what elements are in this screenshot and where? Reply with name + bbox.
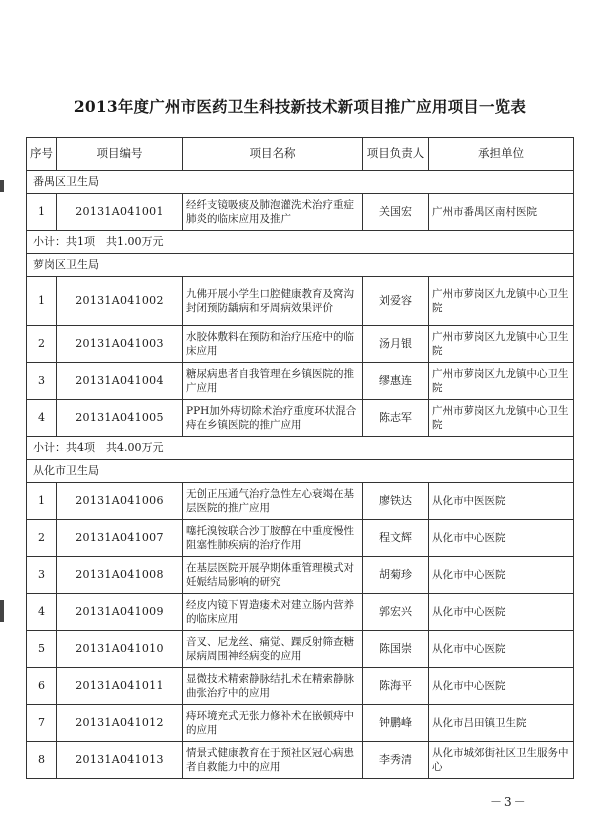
cell-code: 20131A041008 xyxy=(57,557,183,594)
cell-unit: 从化市中心医院 xyxy=(429,668,574,705)
cell-leader: 郭宏兴 xyxy=(363,594,429,631)
cell-code: 20131A041002 xyxy=(57,277,183,326)
section-row xyxy=(27,171,574,194)
cell-leader: 陈志军 xyxy=(363,400,429,437)
cell-code: 20131A041009 xyxy=(57,594,183,631)
cell-leader: 关国宏 xyxy=(363,194,429,231)
cell-leader: 廖铁达 xyxy=(363,483,429,520)
cell-unit: 广州市萝岗区九龙镇中心卫生院 xyxy=(429,400,574,437)
cell-leader: 钟鹏峰 xyxy=(363,705,429,742)
cell-no: 1 xyxy=(27,194,57,231)
cell-no: 7 xyxy=(27,705,57,742)
cell-no: 1 xyxy=(27,277,57,326)
section-title: 番禺区卫生局 xyxy=(27,171,574,194)
scan-edge-mark xyxy=(0,180,4,192)
cell-name: 九佛开展小学生口腔健康教育及窝沟封闭预防龋病和牙周病效果评价 xyxy=(183,277,363,326)
cell-name: 无创正压通气治疗急性左心衰竭在基层医院的推广应用 xyxy=(183,483,363,520)
cell-no: 3 xyxy=(27,363,57,400)
cell-unit: 广州市萝岗区九龙镇中心卫生院 xyxy=(429,326,574,363)
subtotal-text: 小计：共1项 共1.00万元 xyxy=(27,231,574,254)
subtotal-text: 小计：共4项 共4.00万元 xyxy=(27,437,574,460)
cell-name: 音叉、尼龙丝、痛觉、踝反射筛查糖尿病周围神经病变的应用 xyxy=(183,631,363,668)
cell-no: 6 xyxy=(27,668,57,705)
cell-no: 8 xyxy=(27,742,57,779)
cell-unit: 从化市中心医院 xyxy=(429,520,574,557)
table-row xyxy=(27,326,574,363)
cell-no: 4 xyxy=(27,400,57,437)
cell-code: 20131A041005 xyxy=(57,400,183,437)
cell-unit: 从化市中医医院 xyxy=(429,483,574,520)
cell-name: 经皮内镜下胃造瘘术对建立肠内营养的临床应用 xyxy=(183,594,363,631)
cell-code: 20131A041004 xyxy=(57,363,183,400)
cell-code: 20131A041013 xyxy=(57,742,183,779)
cell-name: 情景式健康教育在于预社区冠心病患者自救能力中的应用 xyxy=(183,742,363,779)
cell-name: 显微技术精索静脉结扎术在精索静脉曲张治疗中的应用 xyxy=(183,668,363,705)
cell-unit: 广州市番禺区南村医院 xyxy=(429,194,574,231)
cell-no: 5 xyxy=(27,631,57,668)
cell-code: 20131A041007 xyxy=(57,520,183,557)
cell-unit: 从化市中心医院 xyxy=(429,631,574,668)
table-row xyxy=(27,520,574,557)
cell-name: 水胶体敷料在预防和治疗压疮中的临床应用 xyxy=(183,326,363,363)
cell-code: 20131A041012 xyxy=(57,705,183,742)
page-number: －3－ xyxy=(490,795,528,809)
cell-name: 经纤支镜吸痰及肺泡灌洗术治疗重症肺炎的临床应用及推广 xyxy=(183,194,363,231)
scan-edge-mark xyxy=(0,600,4,622)
subtotal-row xyxy=(27,231,574,254)
table-header-row xyxy=(27,138,574,171)
cell-unit: 广州市萝岗区九龙镇中心卫生院 xyxy=(429,277,574,326)
table-row xyxy=(27,277,574,326)
cell-name: 在基层医院开展孕期体重管理模式对妊娠结局影响的研究 xyxy=(183,557,363,594)
table-row xyxy=(27,742,574,779)
table-row xyxy=(27,705,574,742)
cell-unit: 从化市城郊街社区卫生服务中心 xyxy=(429,742,574,779)
cell-no: 3 xyxy=(27,557,57,594)
project-table xyxy=(26,137,574,779)
cell-leader: 胡菊珍 xyxy=(363,557,429,594)
cell-unit: 从化市吕田镇卫生院 xyxy=(429,705,574,742)
cell-no: 4 xyxy=(27,594,57,631)
header-name: 项目名称 xyxy=(183,138,363,171)
cell-code: 20131A041001 xyxy=(57,194,183,231)
table-row xyxy=(27,400,574,437)
table-row xyxy=(27,631,574,668)
header-code: 项目编号 xyxy=(57,138,183,171)
section-row xyxy=(27,254,574,277)
cell-name: 痔环境充式无张力修补术在嵌顿痔中的应用 xyxy=(183,705,363,742)
cell-no: 2 xyxy=(27,520,57,557)
cell-leader: 李秀清 xyxy=(363,742,429,779)
table-row xyxy=(27,483,574,520)
subtotal-row xyxy=(27,437,574,460)
table-row xyxy=(27,668,574,705)
cell-leader: 缪惠连 xyxy=(363,363,429,400)
cell-code: 20131A041003 xyxy=(57,326,183,363)
table-row xyxy=(27,594,574,631)
cell-code: 20131A041010 xyxy=(57,631,183,668)
cell-unit: 广州市萝岗区九龙镇中心卫生院 xyxy=(429,363,574,400)
table-row xyxy=(27,363,574,400)
cell-name: 噻托溴铵联合沙丁胺醇在中重度慢性阻塞性肺疾病的治疗作用 xyxy=(183,520,363,557)
cell-leader: 刘爱容 xyxy=(363,277,429,326)
cell-leader: 汤月银 xyxy=(363,326,429,363)
header-leader: 项目负责人 xyxy=(363,138,429,171)
section-title: 从化市卫生局 xyxy=(27,460,574,483)
table-row xyxy=(27,557,574,594)
cell-no: 1 xyxy=(27,483,57,520)
cell-code: 20131A041011 xyxy=(57,668,183,705)
cell-unit: 从化市中心医院 xyxy=(429,557,574,594)
cell-leader: 陈海平 xyxy=(363,668,429,705)
cell-unit: 从化市中心医院 xyxy=(429,594,574,631)
cell-code: 20131A041006 xyxy=(57,483,183,520)
cell-name: PPH加外痔切除术治疗重度环状混合痔在乡镇医院的推广应用 xyxy=(183,400,363,437)
cell-leader: 程文辉 xyxy=(363,520,429,557)
header-no: 序号 xyxy=(27,138,57,171)
header-unit: 承担单位 xyxy=(429,138,574,171)
cell-name: 糖尿病患者自我管理在乡镇医院的推广应用 xyxy=(183,363,363,400)
section-title: 萝岗区卫生局 xyxy=(27,254,574,277)
table-row xyxy=(27,194,574,231)
cell-no: 2 xyxy=(27,326,57,363)
section-row xyxy=(27,460,574,483)
cell-leader: 陈国崇 xyxy=(363,631,429,668)
page-title: 2013年度广州市医药卫生科技新技术新项目推广应用项目一览表 xyxy=(73,97,527,116)
